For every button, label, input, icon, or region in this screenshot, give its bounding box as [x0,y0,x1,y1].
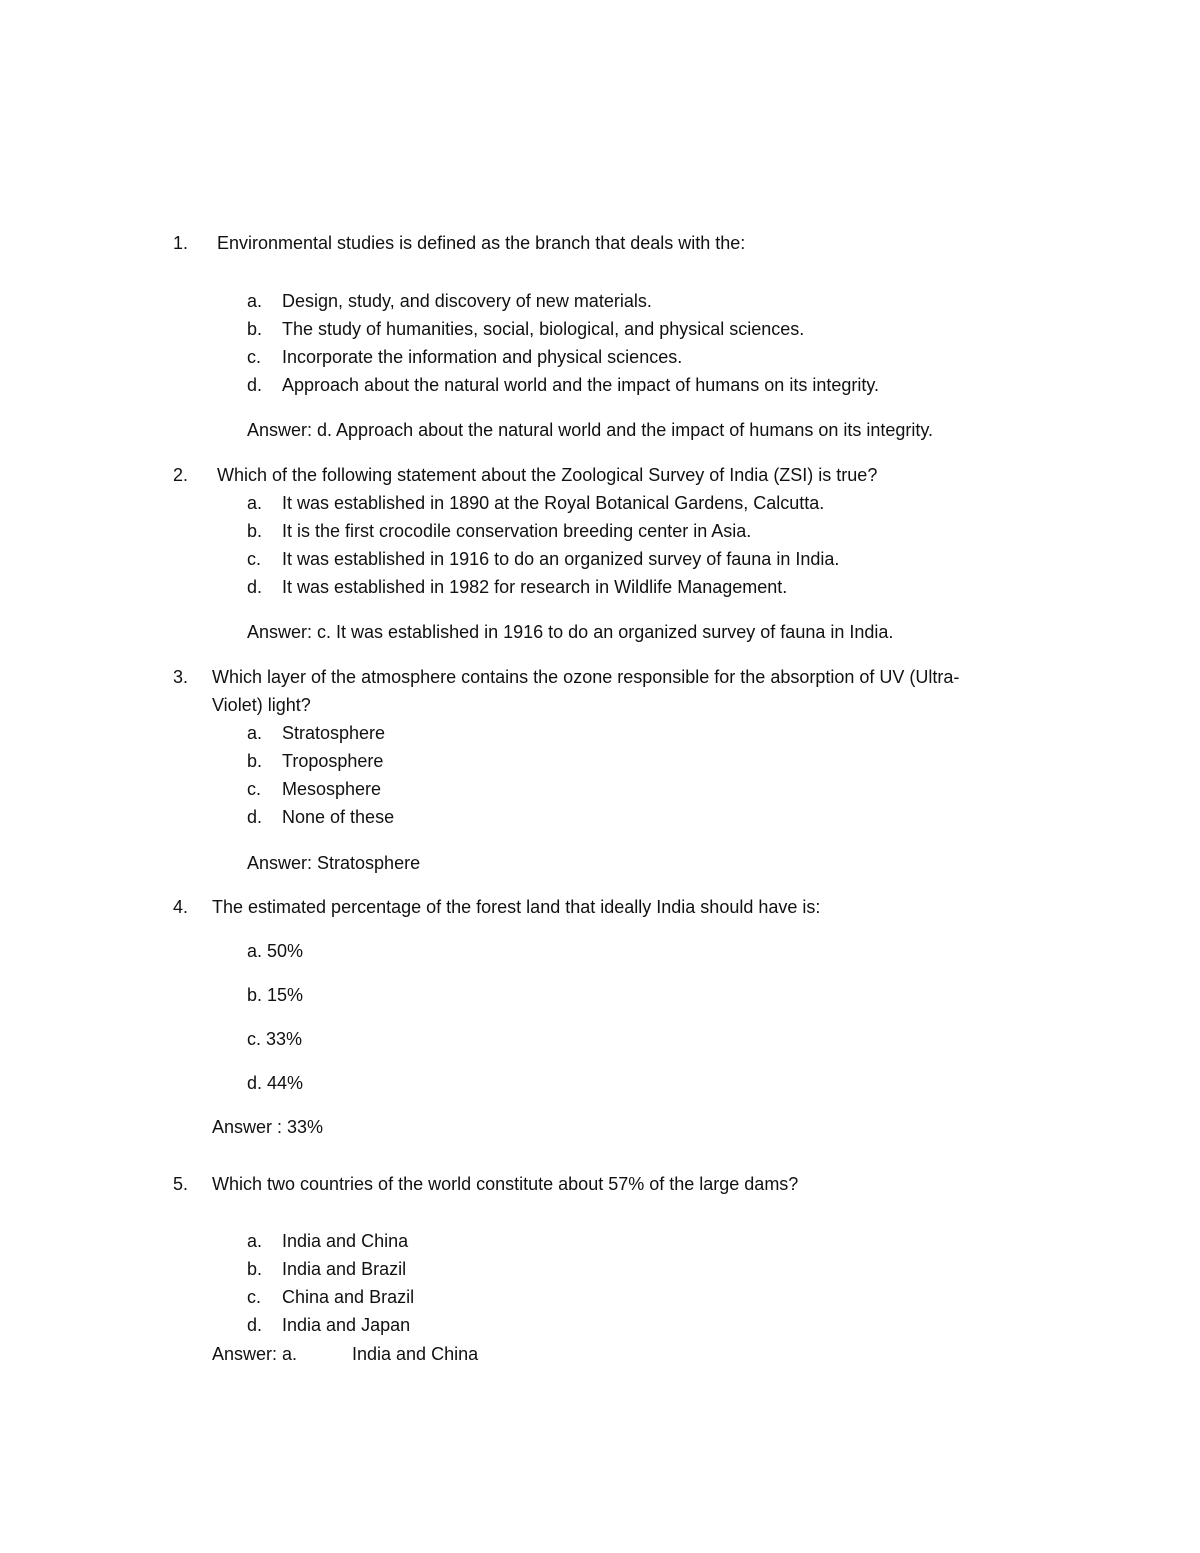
option-letter: a. [247,493,263,513]
answer-text: India and China [352,1344,479,1364]
question-number: 3. [173,667,189,687]
option-letter: b. [247,319,263,339]
option-text: Approach about the natural world and the impact of humans on its integrity. [282,375,880,395]
option-text: It was established in 1890 at the Royal Botanical Gardens, Calcutta. [282,493,825,513]
option-letter: d. [247,1315,263,1335]
option-text: It was established in 1982 for research in Wildlife Management. [282,577,788,597]
option-letter: c. [247,779,262,799]
option-letter: a. [247,1231,263,1251]
question-text-continued: Violet) light? [212,695,311,715]
option-letter: a. [247,291,263,311]
option-text: China and Brazil [282,1287,415,1307]
option-text: c. 33% [247,1029,303,1049]
question-text: Which layer of the atmosphere contains the ozone responsible for the absorption of UV (Ultra- [212,667,960,687]
option-text: b. 15% [247,985,304,1005]
option-text: Stratosphere [282,723,386,743]
option-text: India and Japan [282,1315,411,1335]
option-text: India and Brazil [282,1259,407,1279]
option-text: d. 44% [247,1073,304,1093]
option-text: Troposphere [282,751,384,771]
question-number: 1. [173,233,189,253]
option-letter: d. [247,807,263,827]
option-text: India and China [282,1231,409,1251]
question-text: Which two countries of the world constitute about 57% of the large dams? [212,1174,799,1194]
answer-prefix: Answer: a. [212,1344,298,1364]
option-text: Mesosphere [282,779,382,799]
option-letter: d. [247,375,263,395]
option-letter: a. [247,723,263,743]
answer-text: Answer: d. Approach about the natural world and the impact of humans on its integrity. [247,420,934,440]
answer-text: Answer : 33% [212,1117,324,1137]
option-text: Design, study, and discovery of new materials. [282,291,652,311]
question-number: 2. [173,465,189,485]
option-letter: d. [247,577,263,597]
question-number: 5. [173,1174,189,1194]
option-text: a. 50% [247,941,304,961]
option-letter: c. [247,549,262,569]
question-text: The estimated percentage of the forest land that ideally India should have is: [212,897,821,917]
option-letter: c. [247,347,262,367]
option-letter: c. [247,1287,262,1307]
option-text: None of these [282,807,395,827]
question-text: Which of the following statement about the Zoological Survey of India (ZSI) is true? [217,465,878,485]
question-number: 4. [173,897,189,917]
option-text: It was established in 1916 to do an organized survey of fauna in India. [282,549,840,569]
option-letter: b. [247,1259,263,1279]
answer-text: Answer: Stratosphere [247,853,421,873]
answer-text: Answer: c. It was established in 1916 to do an organized survey of fauna in India. [247,622,894,642]
option-letter: b. [247,751,263,771]
question-text: Environmental studies is defined as the branch that deals with the: [217,233,746,253]
option-text: Incorporate the information and physical sciences. [282,347,683,367]
option-text: The study of humanities, social, biological, and physical sciences. [282,319,805,339]
option-letter: b. [247,521,263,541]
option-text: It is the first crocodile conservation breeding center in Asia. [282,521,752,541]
